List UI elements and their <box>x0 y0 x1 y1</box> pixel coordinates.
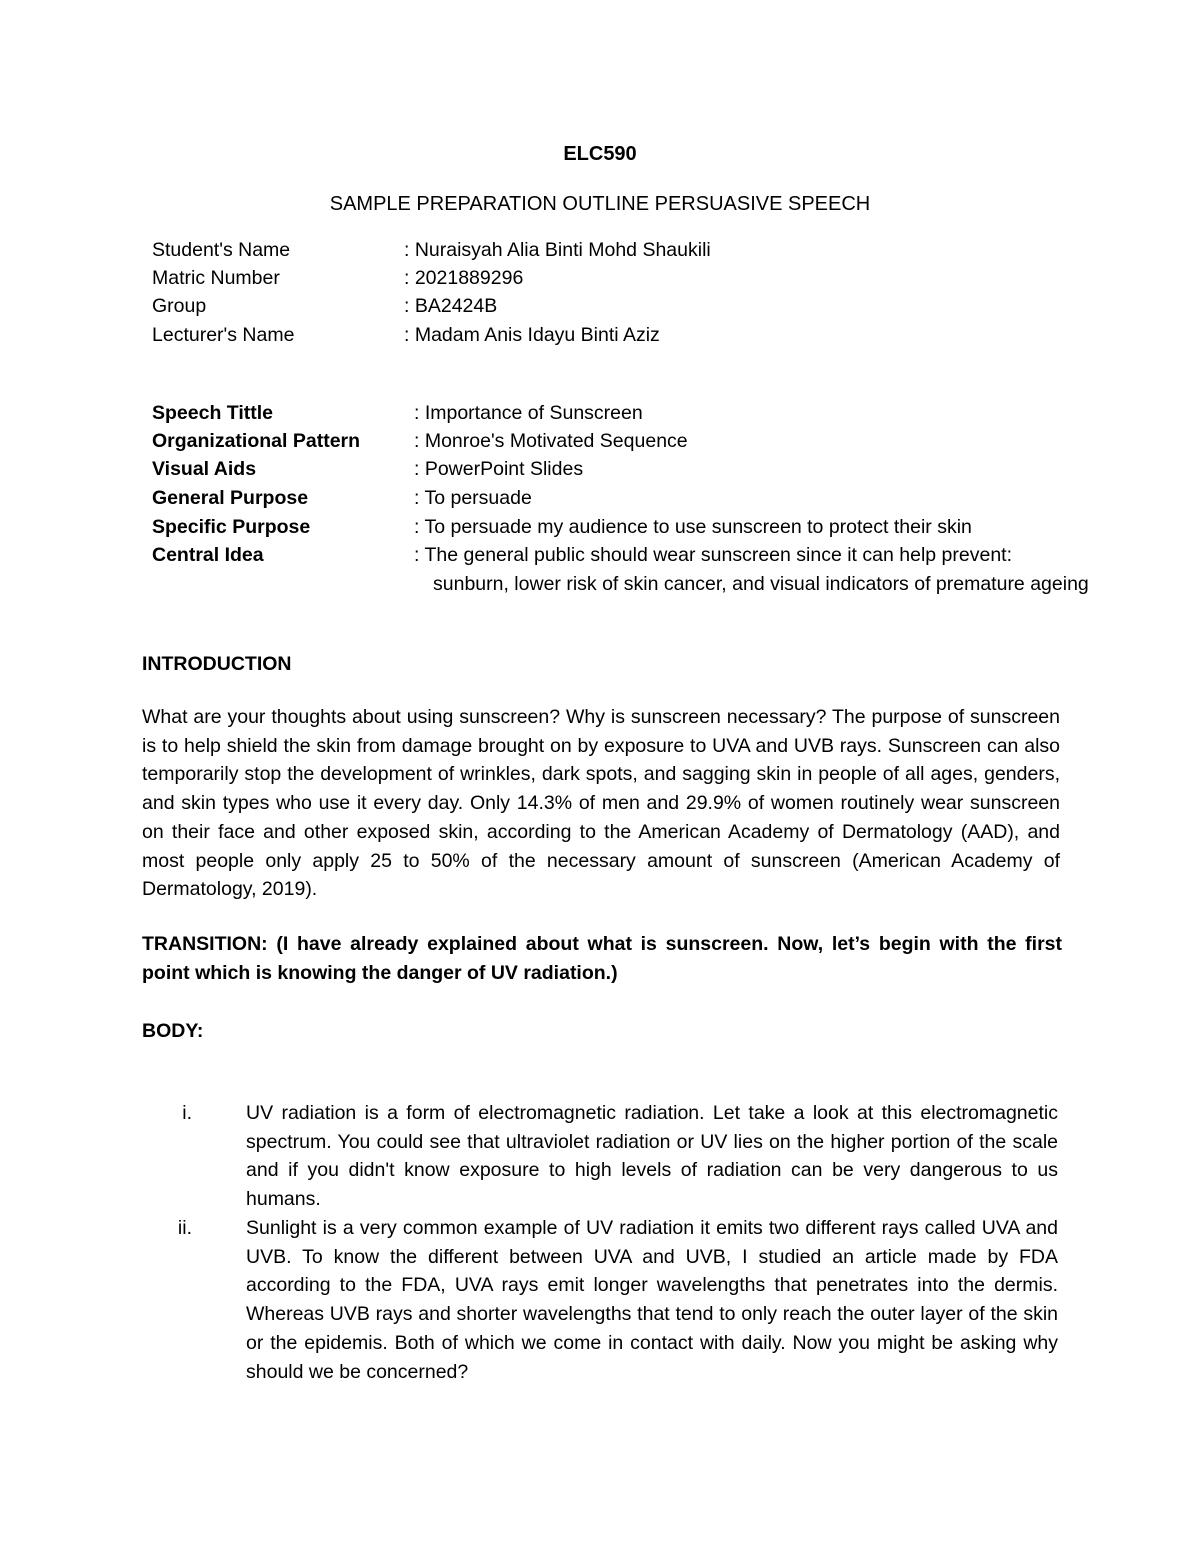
info-value-student-name: : Nuraisyah Alia Binti Mohd Shaukili <box>404 239 711 261</box>
meta-value-speech-title: : Importance of Sunscreen <box>414 402 643 424</box>
list-item-text: UV radiation is a form of electromagnetic radiation. Let take a look at this electromagnetic spectrum. You could see that ultraviolet radiation or UV lies on the higher portion of the scale and if you didn't know exposure to high levels of radiation can be very dangerous to us humans. <box>246 1102 1058 1211</box>
meta-label-general-purpose: General Purpose <box>152 487 309 509</box>
central-idea-continuation: sunburn, lower risk of skin cancer, and visual indicators of premature ageing <box>433 573 1089 595</box>
info-value-group: : BA2424B <box>404 295 498 317</box>
introduction-heading: INTRODUCTION <box>142 653 292 675</box>
meta-label-organizational-pattern: Organizational Pattern <box>152 430 361 452</box>
introduction-paragraph: What are your thoughts about using sunscreen? Why is sunscreen necessary? The purpose of sunscreen is to help shield the skin from damage brought on by exposure to UVA and UVB rays. Sunscreen can also temporarily stop the development of wrinkles, dark spots, and sagging skin in people of all ages, genders, and skin types who use it every day. Only 14.3% of men and 29.9% of women routinely wear sunscreen on their face and other exposed skin, according to the American Academy of Dermatology (AAD), and most people only apply 25 to 50% of the necessary amount of sunscreen (American Academy of Dermatology, 2019). <box>142 706 1060 901</box>
info-value-lecturer-name: : Madam Anis Idayu Binti Aziz <box>404 324 660 346</box>
info-label-matric-number: Matric Number <box>152 267 280 289</box>
list-marker: ii. <box>177 1217 192 1239</box>
meta-value-specific-purpose: : To persuade my audience to use sunscreen to protect their skin <box>414 516 972 538</box>
body-heading: BODY: <box>142 1020 204 1042</box>
meta-value-organizational-pattern: : Monroe's Motivated Sequence <box>414 430 688 452</box>
meta-value-central-idea: : The general public should wear sunscreen since it can help prevent: <box>414 544 1012 566</box>
meta-value-general-purpose: : To persuade <box>414 487 532 509</box>
info-value-matric-number: : 2021889296 <box>404 267 524 289</box>
transition-paragraph: TRANSITION: (I have already explained about what is sunscreen. Now, let’s begin with the first point which is knowing the danger of UV radiation.) <box>142 933 1062 984</box>
info-label-group: Group <box>152 295 207 317</box>
meta-label-specific-purpose: Specific Purpose <box>152 516 311 538</box>
info-label-lecturer-name: Lecturer's Name <box>152 324 295 346</box>
list-item-text: Sunlight is a very common example of UV radiation it emits two different rays called UVA and UVB. To know the different between UVA and UVB, I studied an article made by FDA according to the FDA, UVA rays emit longer wavelengths that penetrates into the dermis. Whereas UVB rays and shorter wavelengths that tend to only reach the outer layer of the skin or the epidemis. Both of which we come in contact with daily. Now you might be asking why should we be concerned? <box>246 1217 1058 1383</box>
meta-label-visual-aids: Visual Aids <box>152 458 257 480</box>
course-code: ELC590 <box>563 143 637 165</box>
meta-label-speech-title: Speech Tittle <box>152 402 274 424</box>
meta-value-visual-aids: : PowerPoint Slides <box>414 458 584 480</box>
document-title: SAMPLE PREPARATION OUTLINE PERSUASIVE SPEECH <box>329 193 871 215</box>
info-label-student-name: Student's Name <box>152 239 291 261</box>
meta-label-central-idea: Central Idea <box>152 544 264 566</box>
list-marker: i. <box>182 1102 192 1124</box>
